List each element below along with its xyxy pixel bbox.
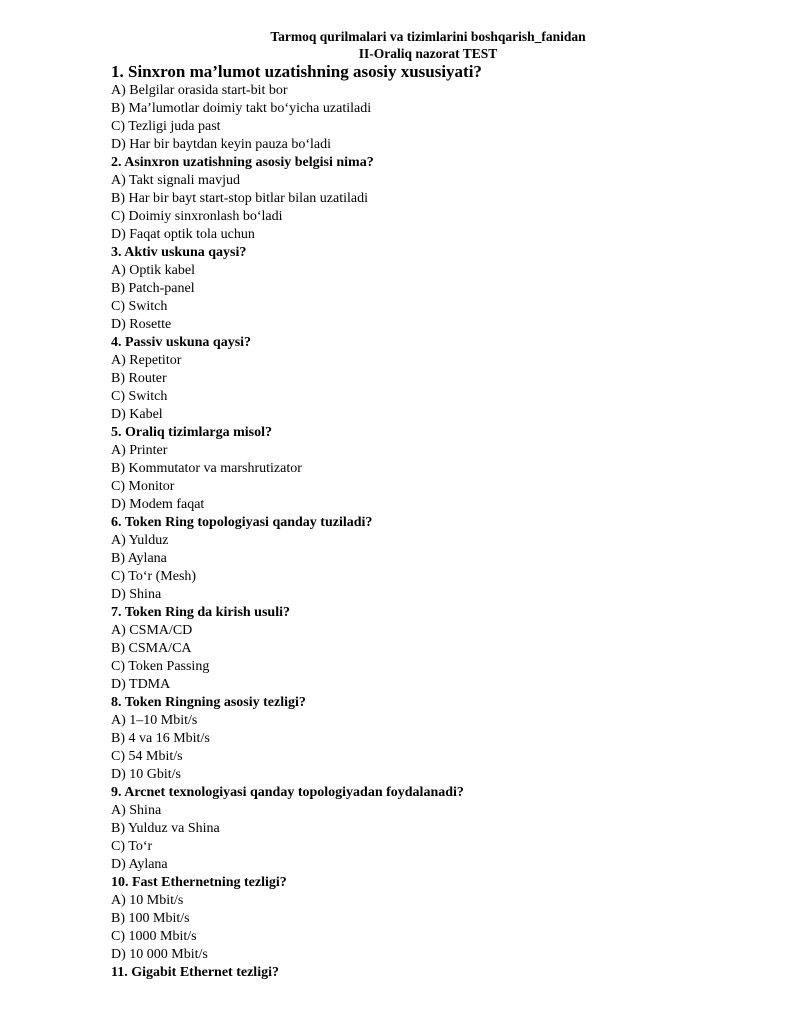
answer-option: C) 54 Mbit/s [111, 749, 183, 764]
answer-option: A) Shina [111, 803, 162, 818]
answer-option: A) Yulduz [111, 533, 169, 548]
question-block [111, 964, 771, 982]
answer-option: B) Patch-panel [111, 281, 195, 296]
answer-option: D) Faqat optik tola uchun [111, 227, 255, 242]
question-title: 7. Token Ring da kirish usuli? [111, 605, 290, 620]
question-title: 9. Arcnet texnologiyasi qanday topologiyadan foydalanadi? [111, 785, 464, 800]
question-title: 3. Aktiv uskuna qaysi? [111, 245, 247, 260]
question-block [111, 604, 771, 694]
answer-option: A) Optik kabel [111, 263, 195, 278]
answer-option: C) Doimiy sinxronlash bo‘ladi [111, 209, 283, 224]
answer-option: A) Printer [111, 443, 168, 458]
question-title: 6. Token Ring topologiyasi qanday tuziladi? [111, 515, 373, 530]
answer-option: A) 1–10 Mbit/s [111, 713, 198, 728]
answer-option: C) Token Passing [111, 659, 210, 674]
question-block [111, 154, 771, 244]
question-block [111, 784, 771, 874]
answer-option: C) To‘r (Mesh) [111, 569, 197, 584]
question-block [111, 874, 771, 964]
answer-option: D) 10 000 Mbit/s [111, 947, 208, 962]
answer-option: A) Belgilar orasida start-bit bor [111, 83, 288, 98]
answer-option: D) Aylana [111, 857, 168, 872]
question-title: 4. Passiv uskuna qaysi? [111, 335, 252, 350]
question-block [111, 514, 771, 604]
answer-option: C) Tezligi juda past [111, 119, 221, 134]
answer-option: C) Switch [111, 389, 168, 404]
answer-option: A) CSMA/CD [111, 623, 193, 638]
question-title: 10. Fast Ethernetning tezligi? [111, 875, 287, 890]
question-block [111, 424, 771, 514]
answer-option: D) TDMA [111, 677, 171, 692]
answer-option: C) Switch [111, 299, 168, 314]
question-block [111, 62, 771, 154]
question-title: 1. Sinxron ma’lumot uzatishning asosiy xususiyati? [111, 62, 482, 81]
answer-option: B) Ma’lumotlar doimiy takt bo‘yicha uzatiladi [111, 101, 372, 116]
answer-option: A) Repetitor [111, 353, 182, 368]
question-block [111, 694, 771, 784]
answer-option: B) Yulduz va Shina [111, 821, 220, 836]
answer-option: D) Kabel [111, 407, 163, 422]
question-title: 8. Token Ringning asosiy tezligi? [111, 695, 306, 710]
question-title: 2. Asinxron uzatishning asosiy belgisi nima? [111, 155, 374, 170]
header-test-title: II-Oraliq nazorat TEST [358, 46, 498, 61]
header-subject-title: Tarmoq qurilmalari va tizimlarini boshqarish_fanidan [270, 29, 586, 44]
answer-option: D) Rosette [111, 317, 172, 332]
answer-option: D) Modem faqat [111, 497, 205, 512]
answer-option: D) Har bir baytdan keyin pauza bo‘ladi [111, 137, 332, 152]
question-block [111, 244, 771, 334]
answer-option: A) Takt signali mavjud [111, 173, 241, 188]
answer-option: B) Kommutator va marshrutizator [111, 461, 302, 476]
answer-option: B) Aylana [111, 551, 167, 566]
answer-option: B) CSMA/CA [111, 641, 192, 656]
questions-list [111, 62, 771, 982]
answer-option: D) Shina [111, 587, 162, 602]
answer-option: B) 4 va 16 Mbit/s [111, 731, 210, 746]
answer-option: C) Monitor [111, 479, 175, 494]
answer-option: C) To‘r [111, 839, 153, 854]
question-title: 5. Oraliq tizimlarga misol? [111, 425, 272, 440]
question-block [111, 334, 771, 424]
answer-option: D) 10 Gbit/s [111, 767, 181, 782]
question-title: 11. Gigabit Ethernet tezligi? [111, 965, 279, 980]
answer-option: C) 1000 Mbit/s [111, 929, 197, 944]
answer-option: B) 100 Mbit/s [111, 911, 190, 926]
answer-option: A) 10 Mbit/s [111, 893, 184, 908]
answer-option: B) Router [111, 371, 167, 386]
answer-option: B) Har bir bayt start-stop bitlar bilan uzatiladi [111, 191, 368, 206]
